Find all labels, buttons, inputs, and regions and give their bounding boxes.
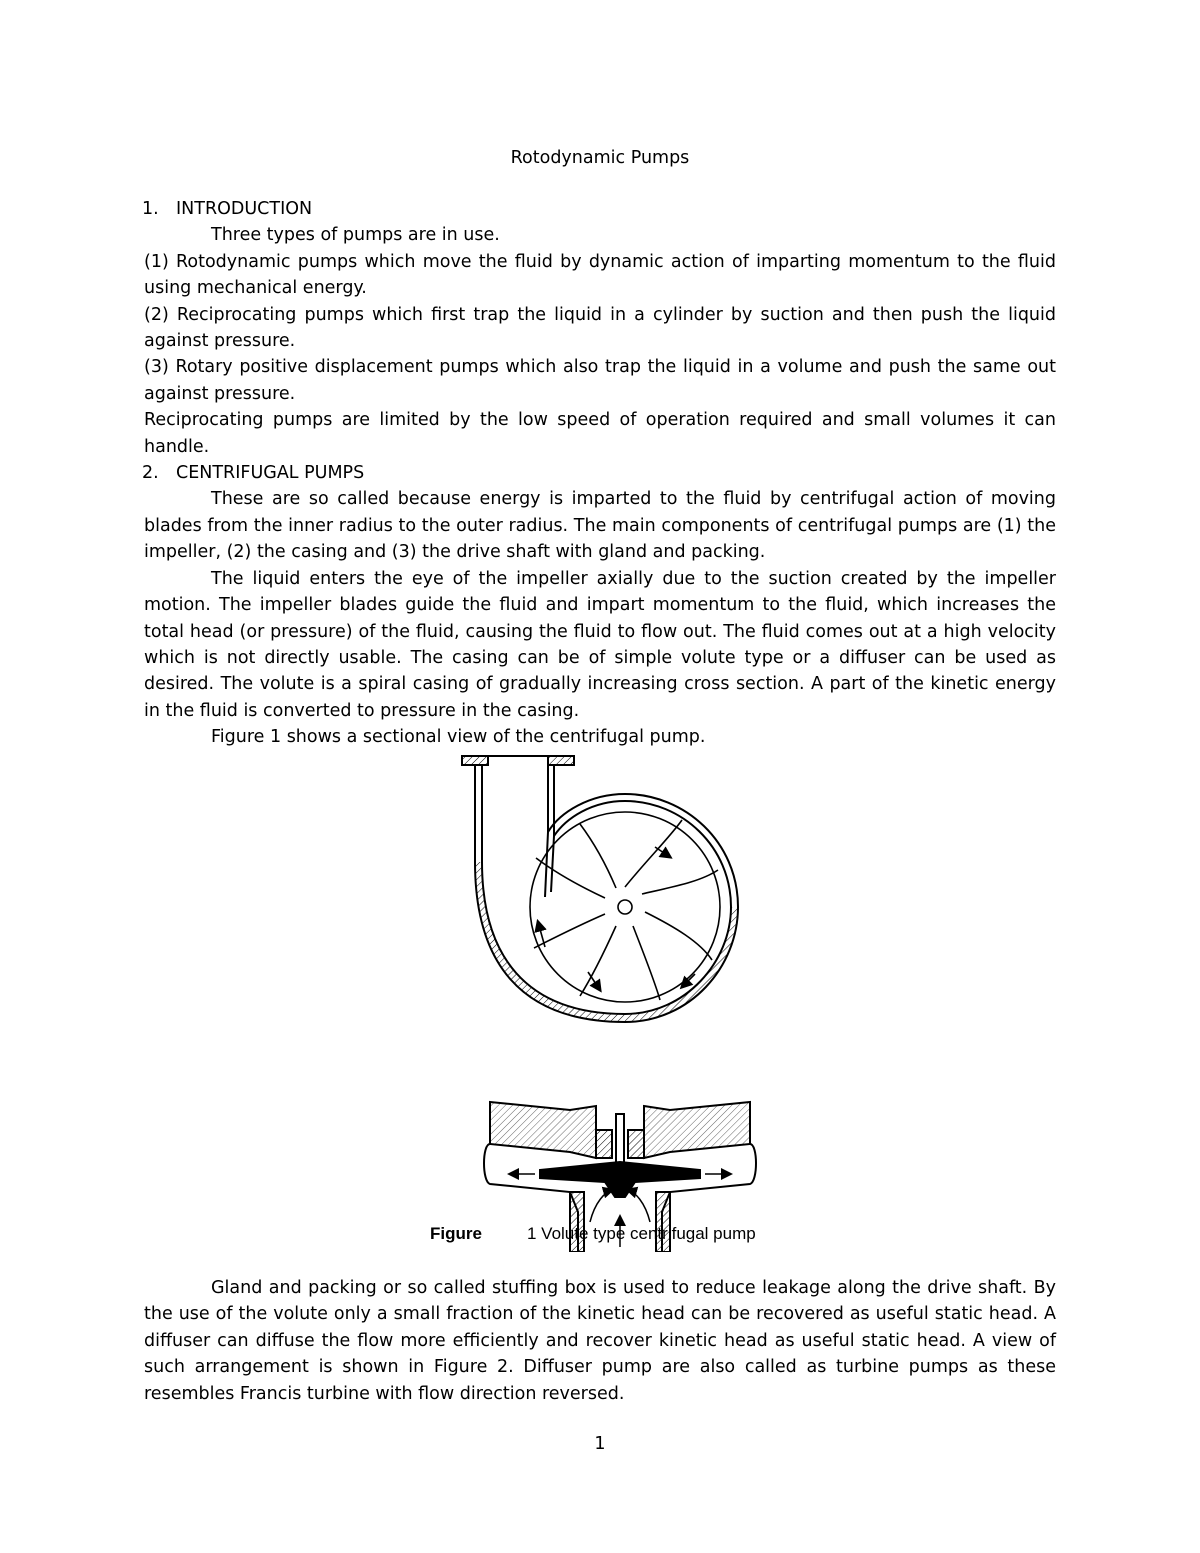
paragraph: Figure 1 shows a sectional view of the centrifugal pump.	[211, 727, 706, 748]
paragraph: (2) Reciprocating pumps which first trap the liquid in a cylinder by suction and then push the liquid against pressure.	[144, 304, 1056, 352]
document-body-continued	[144, 1275, 1056, 1407]
section-heading-text: CENTRIFUGAL PUMPS	[176, 463, 365, 484]
figure-caption	[0, 1224, 1200, 1248]
impeller-drawing	[530, 812, 720, 1002]
volute-pump-figure	[420, 752, 820, 1252]
paragraph: The liquid enters the eye of the impeller axially due to the suction created by the impeller motion. The impeller blades guide the fluid and impart momentum to the fluid, which increases the total head (or pressure) of the fluid, causing the fluid to flow out. The fluid comes out at a high velocity which is not directly usable. The casing can be of simple volute type or a diffuser can be used as desired. The volute is a spiral casing of gradually increasing cross section. A part of the kinetic energy in the fluid is converted to pressure in the casing.	[144, 568, 1056, 721]
paragraph: These are so called because energy is imparted to the fluid by centrifugal action of moving blades from the inner radius to the outer radius. The main components of centrifugal pumps are (1) the impeller, (2) the casing and (3) the drive shaft with gland and packing.	[144, 489, 1056, 563]
paragraph: Three types of pumps are in use.	[211, 225, 500, 246]
section-number: 2.	[142, 463, 159, 484]
section-heading-introduction	[144, 196, 1056, 222]
section-number: 1.	[142, 199, 159, 219]
document-body	[144, 196, 1056, 751]
paragraph: (3) Rotary positive displacement pumps which also trap the liquid in a volume and push the same out against pressure.	[144, 357, 1056, 404]
section-heading-centrifugal-pumps	[144, 460, 1056, 486]
page-number: 1	[594, 1434, 606, 1454]
document-title: Rotodynamic Pumps	[510, 148, 690, 168]
section-heading-text: INTRODUCTION	[176, 199, 313, 219]
figure-caption-label: Figure	[430, 1224, 482, 1243]
paragraph: (1) Rotodynamic pumps which move the fluid by dynamic action of imparting momentum to the fluid using mechanical energy.	[144, 251, 1056, 299]
paragraph: Reciprocating pumps are limited by the low speed of operation required and small volumes it can handle.	[144, 410, 1056, 457]
figure-caption-text: 1 Volute type centrifugal pump	[527, 1224, 756, 1243]
paragraph: Gland and packing or so called stuffing box is used to reduce leakage along the drive shaft. By the use of the volute only a small fraction of the kinetic head can be recovered as useful static head. A diffuser can diffuse the flow more efficiently and recover kinetic head as useful static head. A view of such arrangement is shown in Figure 2. Diffuser pump are also called as turbine pumps as these resembles Francis turbine with flow direction reversed.	[144, 1278, 1056, 1404]
volute-casing-drawing	[462, 756, 738, 1022]
